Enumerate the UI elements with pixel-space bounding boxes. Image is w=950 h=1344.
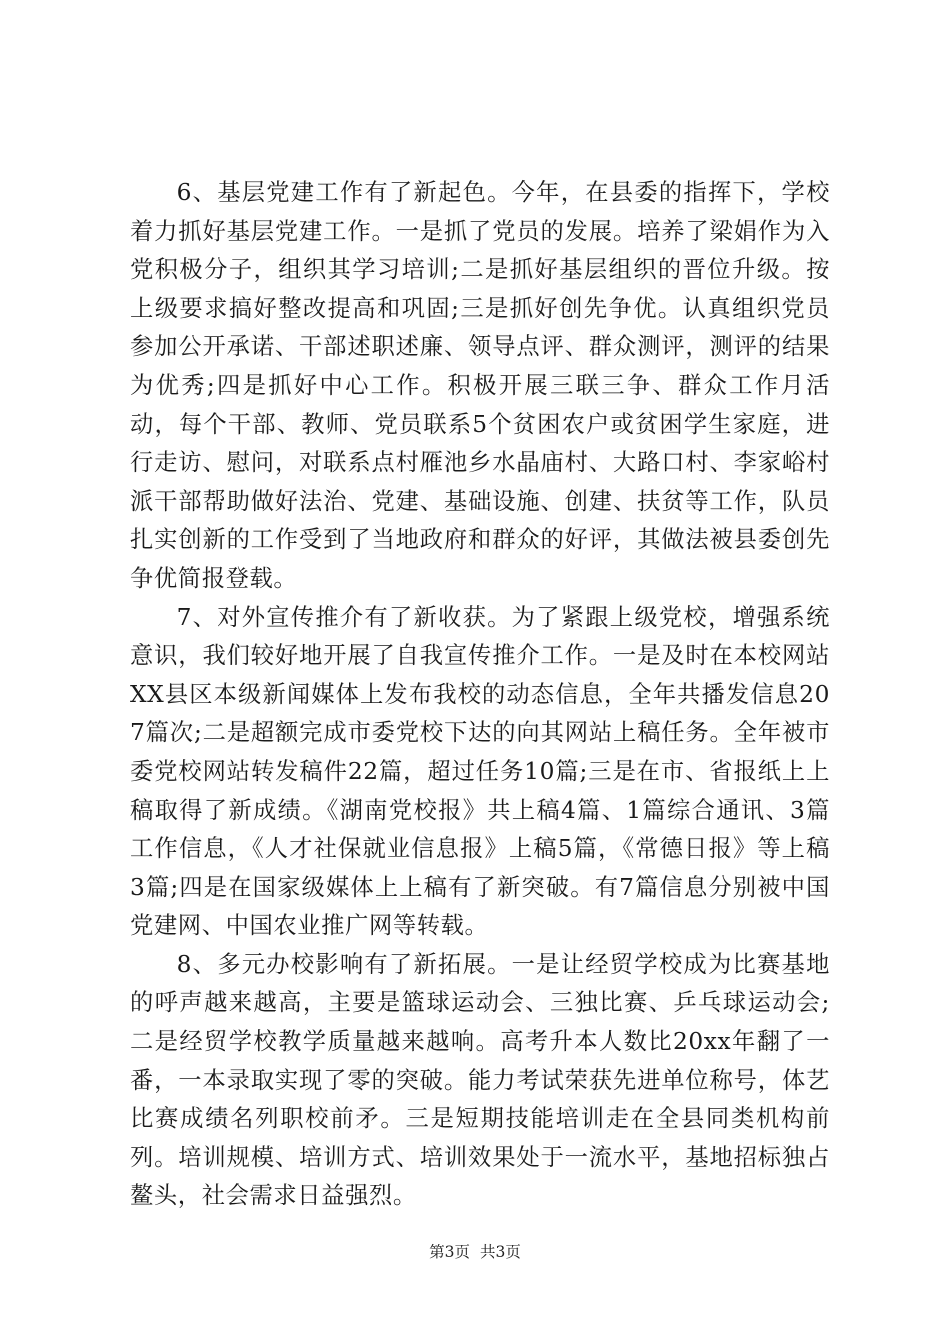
- document-body: [130, 174, 830, 1216]
- paragraph-party-building: 6、基层党建工作有了新起色。今年，在县委的指挥下，学校着力抓好基层党建工作。一是抓了党员的发展。培养了梁娟作为入党积极分子，组织其学习培训;二是抓好基层组织的晋位升级。按上级要求搞好整改提高和巩固;三是抓好创先争优。认真组织党员参加公开承诺、干部述职述廉、领导点评、群众测评，测评的结果为优秀;四是抓好中心工作。积极开展三联三争、群众工作月活动，每个干部、教师、党员联系5个贫困农户或贫困学生家庭，进行走访、慰问，对联系点村雁池乡水晶庙村、大路口村、李家峪村派干部帮助做好法治、党建、基础设施、创建、扶贫等工作，队员扎实创新的工作受到了当地政府和群众的好评，其做法被县委创先争优简报登载。: [130, 179, 830, 592]
- paragraph-publicity: 7、对外宣传推介有了新收获。为了紧跟上级党校，增强系统意识，我们较好地开展了自我宣传推介工作。一是及时在本校网站XX县区本级新闻媒体上发布我校的动态信息，全年共播发信息207篇次;二是超额完成市委党校下达的向其网站上稿任务。全年被市委党校网站转发稿件22篇，超过任务10篇;三是在市、省报纸上上稿取得了新成绩。《湖南党校报》共上稿4篇、1篇综合通讯、3篇工作信息，《人才社保就业信息报》上稿5篇，《常德日报》等上稿3篇;四是在国家级媒体上上稿有了新突破。有7篇信息分别被中国党建网、中国农业推广网等转载。: [130, 603, 830, 940]
- page-number: 第3页: [429, 1243, 470, 1261]
- page-footer: [0, 1241, 950, 1263]
- paragraph-school-expansion: 8、多元办校影响有了新拓展。一是让经贸学校成为比赛基地的呼声越来越高，主要是篮球运动会、三独比赛、乒乓球运动会;二是经贸学校教学质量越来越响。高考升本人数比20xx年翻了一番，一本录取实现了零的突破。能力考试荣获先进单位称号，体艺比赛成绩名列职校前矛。三是短期技能培训走在全县同类机构前列。培训规模、培训方式、培训效果处于一流水平，基地招标独占鳌头，社会需求日益强烈。: [130, 950, 830, 1210]
- page-total: 共3页: [480, 1243, 521, 1261]
